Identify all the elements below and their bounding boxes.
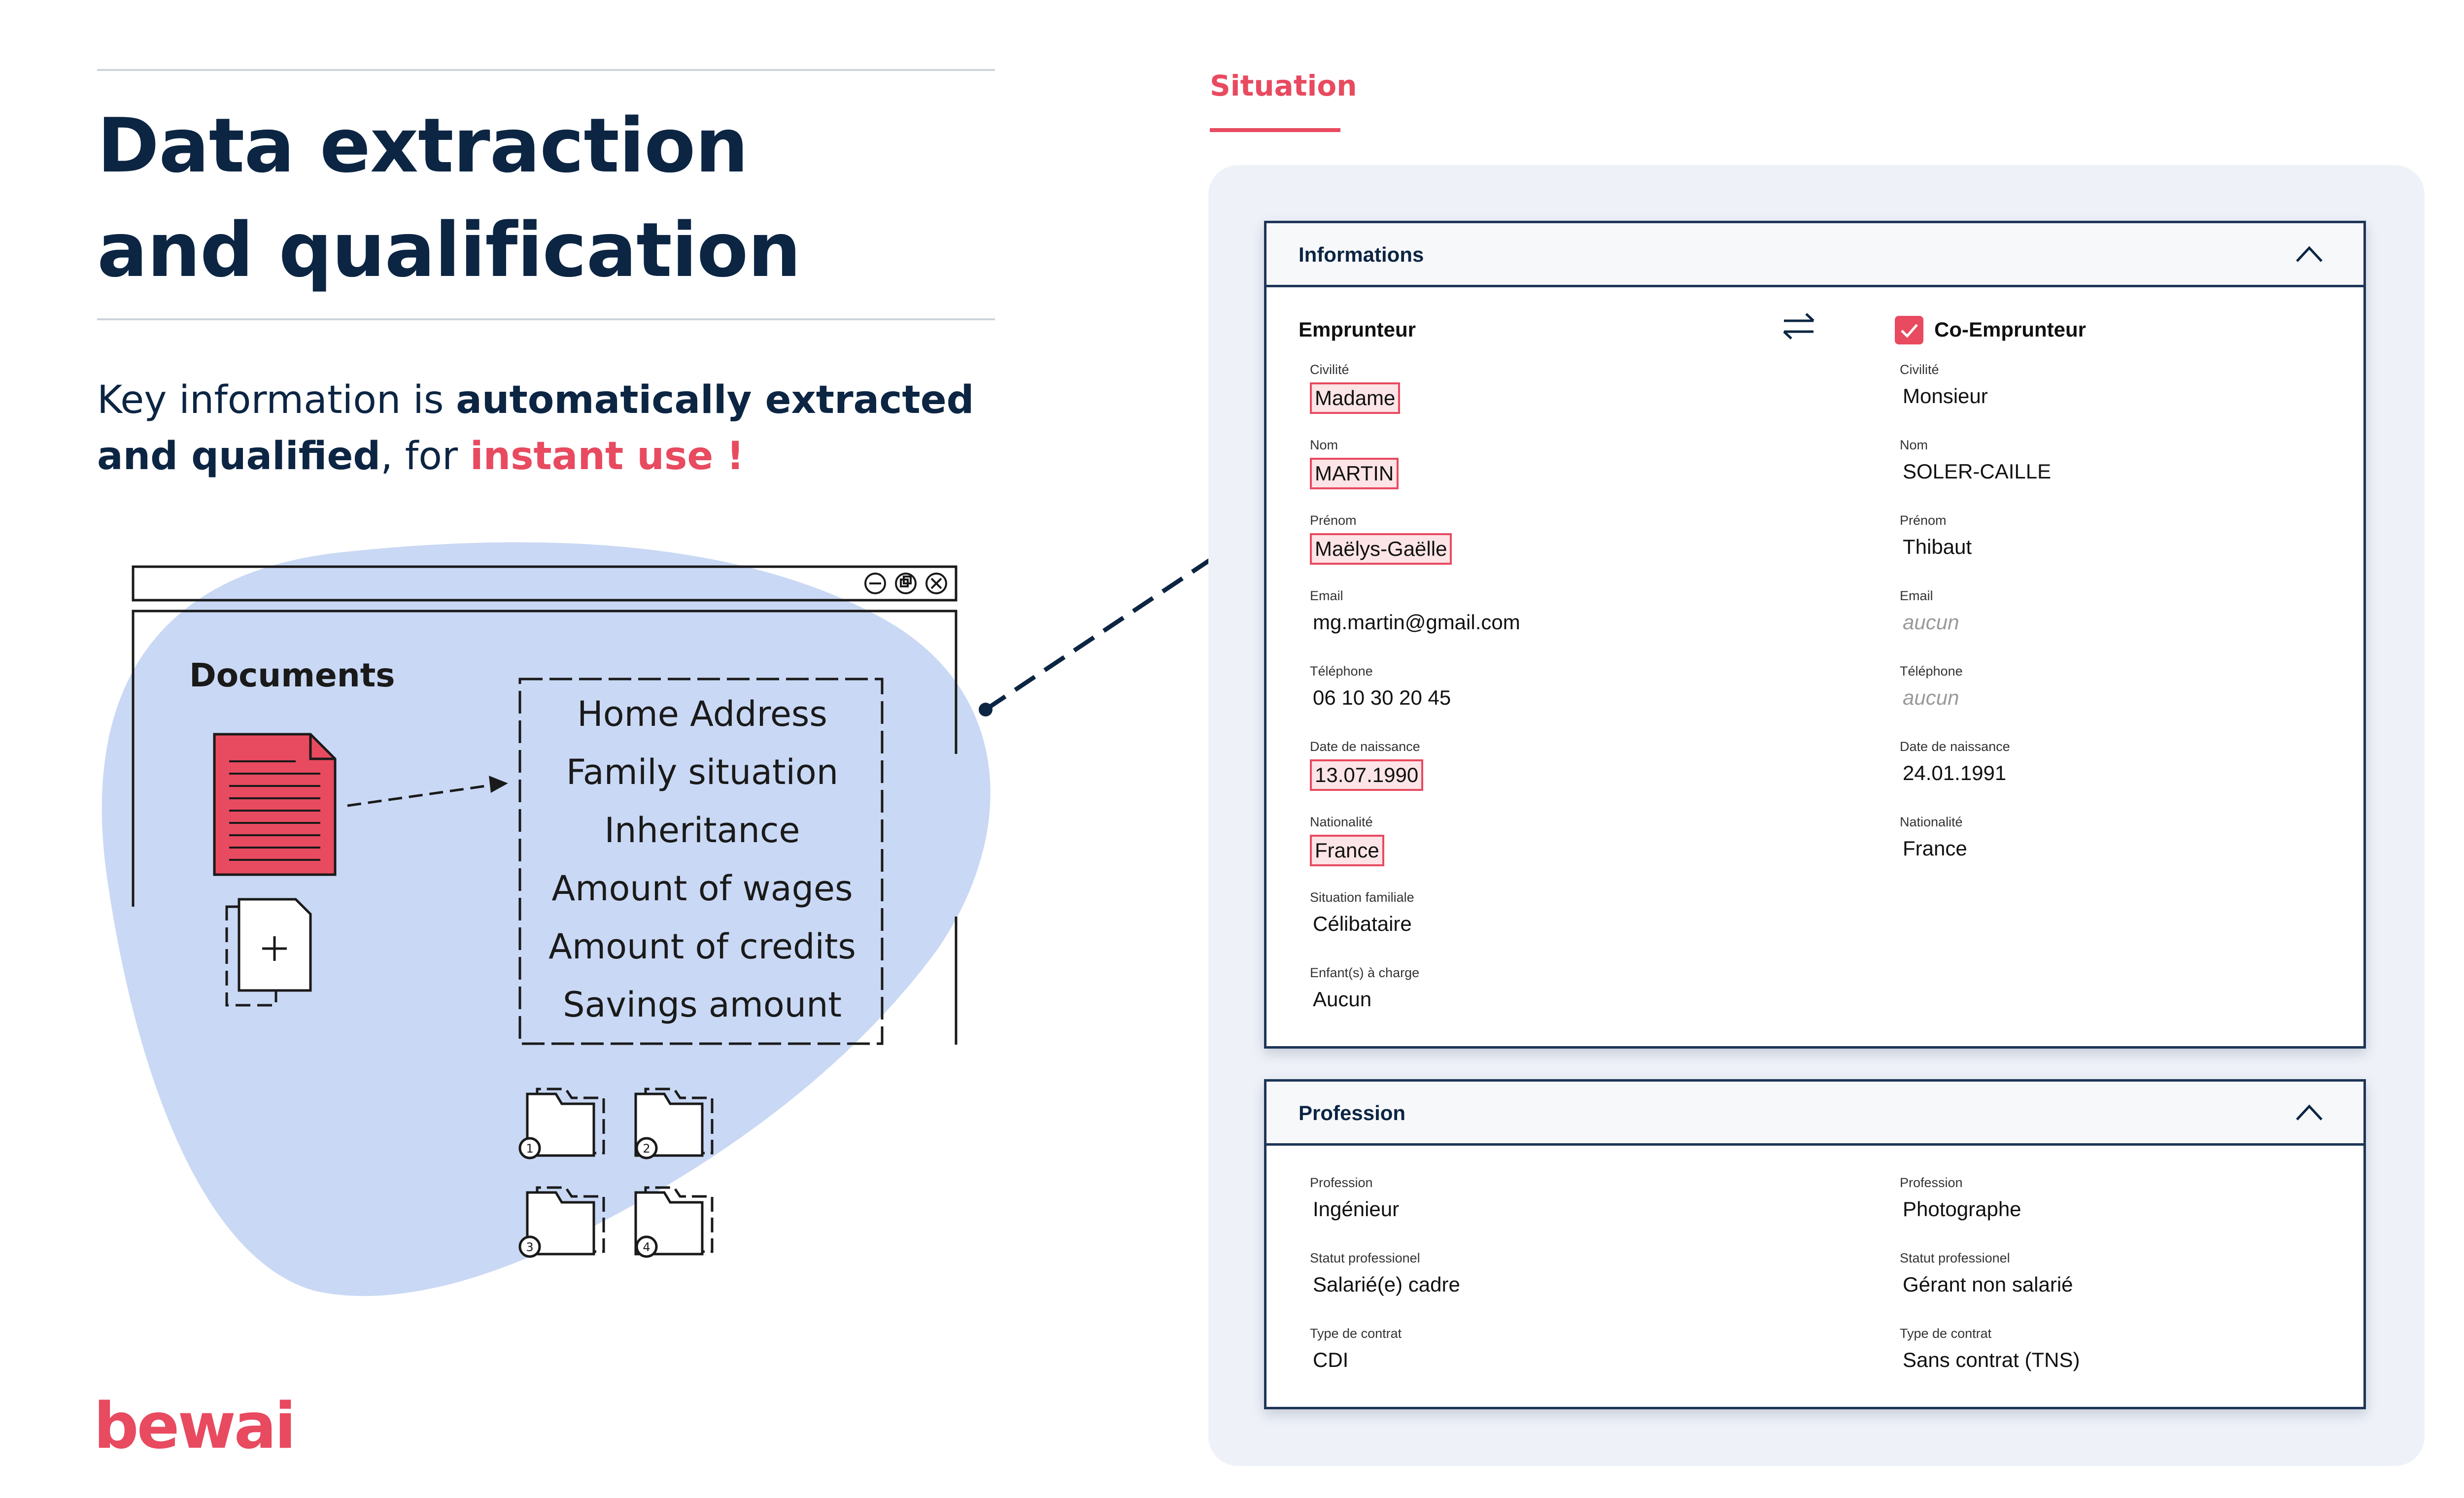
field-label: Nom [1310, 438, 1338, 452]
field-value-highlighted[interactable]: MARTIN [1310, 458, 1399, 489]
field-value[interactable]: 24.01.1991 [1903, 761, 2007, 784]
field-telephone [1310, 664, 1454, 712]
swap-icon[interactable] [1779, 311, 1818, 340]
field-label: Date de naissance [1900, 739, 2010, 754]
field-date-naissance [1310, 739, 1423, 791]
field-label: Type de contrat [1900, 1326, 1992, 1341]
folder-number: 3 [526, 1240, 534, 1254]
field-label: Téléphone [1900, 664, 1963, 679]
co-field-prenom [1900, 513, 1975, 561]
co-field-email [1900, 588, 1962, 636]
field-value-highlighted[interactable]: Madame [1310, 382, 1400, 414]
informations-title: Informations [1299, 243, 1424, 266]
field-prenom [1310, 513, 1452, 565]
extracted-item: Family situation [566, 752, 839, 792]
field-contrat [1310, 1326, 1402, 1374]
folder-number: 1 [526, 1142, 534, 1156]
field-label: Civilité [1900, 362, 1939, 377]
chevron-up-icon[interactable] [2294, 1102, 2324, 1122]
co-field-telephone [1900, 664, 1963, 712]
informations-card [1264, 221, 2366, 1049]
field-label: Nom [1900, 438, 1928, 452]
profession-card [1264, 1079, 2366, 1409]
coborrower-checkbox[interactable] [1895, 316, 1923, 344]
field-value[interactable]: CDI [1313, 1348, 1349, 1371]
field-label: Email [1900, 588, 1933, 603]
transfer-arrow [0, 0, 1331, 739]
field-profession [1310, 1175, 1402, 1223]
field-value[interactable]: Sans contrat (TNS) [1903, 1348, 2080, 1371]
co-field-civilite [1900, 362, 1991, 410]
field-label: Civilité [1310, 362, 1349, 377]
folder-number: 2 [643, 1142, 650, 1156]
field-nationalite [1310, 815, 1384, 866]
field-value[interactable]: Thibaut [1903, 535, 1972, 558]
field-label: Statut professionel [1900, 1251, 2010, 1265]
field-value-empty[interactable]: aucun [1903, 686, 1959, 709]
field-value-empty[interactable]: aucun [1903, 611, 1959, 634]
tab-situation[interactable]: Situation [1210, 69, 1357, 102]
co-field-statut [1900, 1251, 2076, 1298]
profession-title: Profession [1299, 1101, 1406, 1124]
field-civilite [1310, 362, 1400, 414]
subtitle-accent: instant use ! [470, 434, 744, 478]
bewai-logo: bewai [94, 1390, 294, 1463]
informations-card-header[interactable] [1266, 223, 2363, 287]
field-label: Nationalité [1310, 815, 1373, 829]
field-label: Prénom [1900, 513, 1947, 528]
extracted-item: Home Address [577, 694, 827, 734]
folder-number: 4 [643, 1240, 650, 1254]
extracted-item: Savings amount [563, 985, 842, 1025]
field-value-highlighted[interactable]: 13.07.1990 [1310, 759, 1423, 791]
field-value[interactable]: France [1903, 837, 1967, 860]
co-field-contrat [1900, 1326, 2083, 1374]
co-field-nom [1900, 438, 2054, 485]
documents-label: Documents [189, 656, 395, 694]
field-value[interactable]: Aucun [1313, 987, 1372, 1011]
field-nom [1310, 438, 1399, 489]
field-email [1310, 588, 1523, 636]
checkmark-icon [1895, 316, 1923, 344]
title-line-2: and qualification [97, 206, 801, 294]
coborrower-heading: Co-Emprunteur [1934, 318, 2086, 341]
field-value[interactable]: mg.martin@gmail.com [1313, 611, 1520, 634]
field-value[interactable]: 06 10 30 20 45 [1313, 686, 1451, 709]
field-label: Situation familiale [1310, 890, 1414, 905]
field-value[interactable]: Photographe [1903, 1197, 2021, 1221]
field-label: Type de contrat [1310, 1326, 1402, 1341]
chevron-up-icon[interactable] [2294, 244, 2324, 264]
field-label: Email [1310, 588, 1343, 603]
field-enfants [1310, 965, 1419, 1013]
field-label: Prénom [1310, 513, 1357, 528]
field-value-highlighted[interactable]: France [1310, 835, 1384, 866]
co-field-date-naissance [1900, 739, 2010, 787]
active-tab-indicator [1210, 128, 1340, 132]
field-statut [1310, 1251, 1463, 1298]
borrower-heading: Emprunteur [1299, 318, 1416, 341]
field-value[interactable]: Ingénieur [1313, 1197, 1400, 1221]
subtitle-bold: automatically extracted and qualified [97, 378, 974, 478]
field-label: Nationalité [1900, 815, 1963, 829]
field-situation-familiale [1310, 890, 1415, 938]
field-value[interactable]: Gérant non salarié [1903, 1273, 2073, 1296]
profession-card-header[interactable] [1266, 1082, 2363, 1146]
subtitle-text-2: , for [380, 434, 470, 478]
field-label: Téléphone [1310, 664, 1373, 679]
subtitle-text-1: Key information is [97, 378, 456, 422]
field-value[interactable]: Salarié(e) cadre [1313, 1273, 1460, 1296]
field-value-highlighted[interactable]: Maëlys-Gaëlle [1310, 533, 1452, 565]
co-field-nationalite [1900, 815, 1970, 862]
add-document-icon [227, 899, 310, 1005]
co-field-profession [1900, 1175, 2024, 1223]
field-label: Date de naissance [1310, 739, 1420, 754]
extracted-item: Inheritance [604, 810, 800, 851]
field-value[interactable]: Célibataire [1313, 912, 1412, 935]
field-label: Statut professionel [1310, 1251, 1420, 1265]
field-label: Profession [1310, 1175, 1373, 1190]
field-label: Profession [1900, 1175, 1963, 1190]
field-value[interactable]: Monsieur [1903, 384, 1988, 408]
field-label: Enfant(s) à charge [1310, 965, 1420, 980]
document-icon [214, 734, 335, 875]
extracted-item: Amount of credits [548, 926, 856, 967]
field-value[interactable]: SOLER-CAILLE [1903, 460, 2052, 483]
extracted-item: Amount of wages [551, 868, 853, 909]
title-line-1: Data extraction [97, 102, 748, 189]
